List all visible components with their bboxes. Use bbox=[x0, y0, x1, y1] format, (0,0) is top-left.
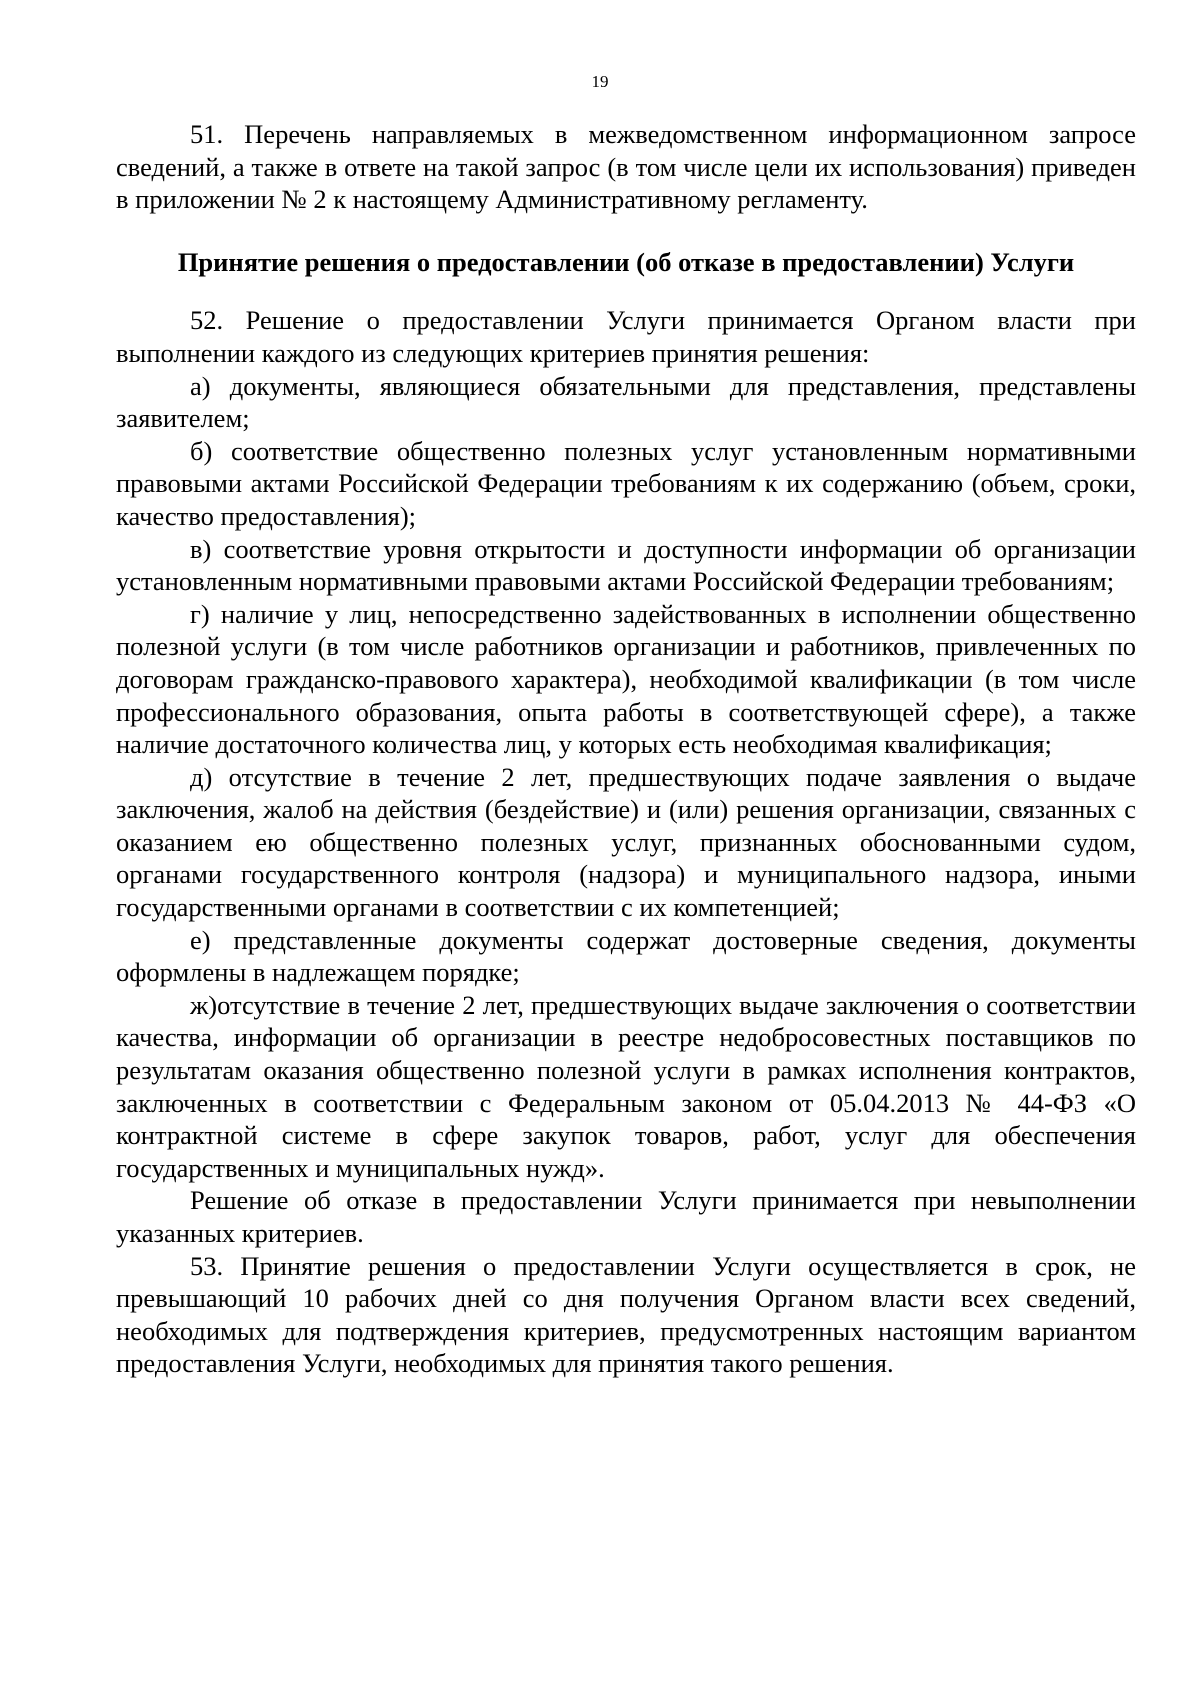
criterion-b: б) соответствие общественно полезных услуг установленным нормативными правовыми актами Российской Федерации требованиям к их содержанию (объем, сроки, качество предоставления); bbox=[116, 435, 1136, 531]
criterion-d: д) отсутствие в течение 2 лет, предшествующих подаче заявления о выдаче заключения, жалоб на действия (бездействие) и (или) решения организации, связанных с оказанием ею общественно полезных услуг, признанных обоснованными судом, органами государственного контроля (надзора) и муниципального надзора, иными государственными органами в соответствии с их компетенцией; bbox=[116, 761, 1136, 923]
refusal-paragraph: Решение об отказе в предоставлении Услуги принимается при невыполнении указанных критериев. bbox=[116, 1185, 1136, 1248]
criterion-v: в) соответствие уровня открытости и доступности информации об организации установленным нормативными правовыми актами Российской Федерации требованиям; bbox=[116, 533, 1136, 597]
criterion-g: г) наличие у лиц, непосредственно задействованных в исполнении общественно полезной услуги (в том числе работников организации и работников, привлеченных по договорам гражданско-правового характера), необходимой квалификации (в том числе профессионального образования, опыта работы в соответствующей сфере), а также наличие достаточного количества лиц, у которых есть необходимая квалификация; bbox=[116, 598, 1136, 760]
criterion-a: а) документы, являющиеся обязательными для представления, представлены заявителем; bbox=[116, 370, 1136, 434]
criterion-e: е) представленные документы содержат достоверные сведения, документы оформлены в надлежащем порядке; bbox=[116, 924, 1136, 988]
paragraph-51: 51. Перечень направляемых в межведомственном информационном запросе сведений, а также в ответе на такой запрос (в том числе цели их использования) приведен в приложении № 2 к настоящему Административному регламенту. bbox=[116, 119, 1136, 215]
section-heading: Принятие решения о предоставлении (об отказе в предоставлении) Услуги bbox=[177, 246, 1075, 277]
criterion-zh: ж)отсутствие в течение 2 лет, предшествующих выдаче заключения о соответствии качества, информации об организации в реестре недобросовестных поставщиков по результатам оказания общественно полезной услуги в рамках исполнения контрактов, заключенных в соответствии с Федеральным законом от 05.04.2013 № 44-ФЗ «О контрактной системе в сфере закупок товаров, работ, услуг для обеспечения государственных и муниципальных нужд». bbox=[116, 989, 1136, 1183]
paragraph-53: 53. Принятие решения о предоставлении Услуги осуществляется в срок, не превышающий 10 рабочих дней со дня получения Органом власти всех сведений, необходимых для подтверждения критериев, предусмотренных настоящим вариантом предоставления Услуги, необходимых для принятия такого решения. bbox=[116, 1250, 1136, 1379]
page-content bbox=[116, 118, 1136, 1380]
page-number: 19 bbox=[591, 72, 609, 91]
paragraph-52: 52. Решение о предоставлении Услуги принимается Органом власти при выполнении каждого из следующих критериев принятия решения: bbox=[116, 305, 1136, 368]
